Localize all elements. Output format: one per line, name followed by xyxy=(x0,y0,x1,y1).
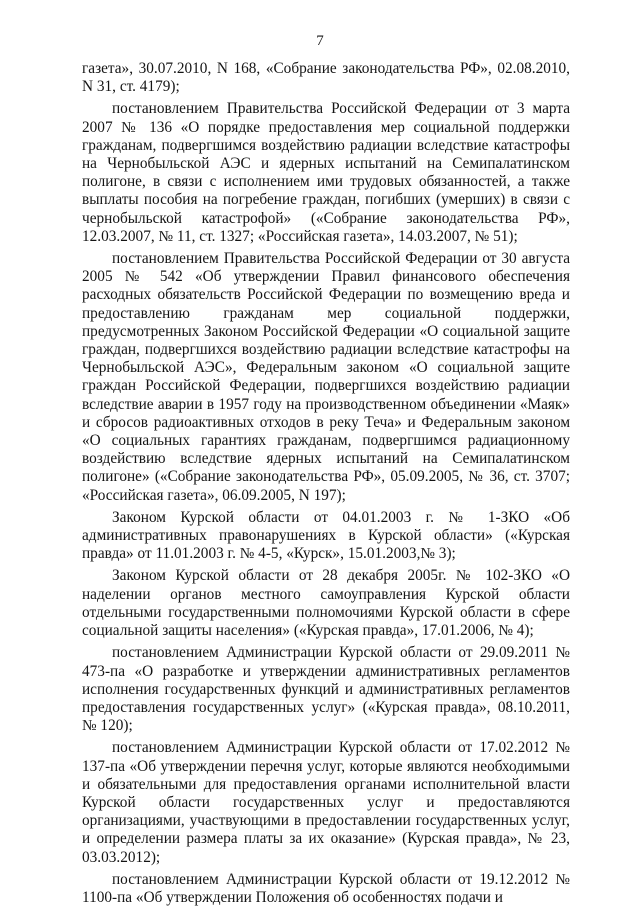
paragraph-decree-542: постановлением Правительства Российской Федерации от 30 августа 2005 № 542 «Об утверждении Правил финансового обеспечения расходных обязательств Российской Федерации по возмещению вреда и предоставлению гражданам мер социальной поддержки, предусмотренных Законом Российской Федерации «О социальной защите граждан, подвергшихся воздействию радиации вследствие катастрофы на Чернобыльской АЭС», Федеральным законом «О социальной защите граждан Российской Федерации, подвергшихся воздействию радиации вследствие аварии в 1957 году на производственном объединении «Маяк» и сбросов радиоактивных отходов в реку Теча» и Федеральным законом «О социальных гарантиях гражданам, подвергшимся радиационному воздействию вследствие ядерных испытаний на Семипалатинском полигоне» («Собрание законодательства РФ», 05.09.2005, № 36, ст. 3707; «Российская газета», 06.09.2005, N 197); xyxy=(82,250,570,504)
paragraph-continuation: газета», 30.07.2010, N 168, «Собрание законодательства РФ», 02.08.2010, N 31, ст. 4179); xyxy=(82,60,570,96)
paragraph-decree-136: постановлением Правительства Российской Федерации от 3 марта 2007 № 136 «О порядке предоставления мер социальной поддержки гражданам, подвергшимся воздействию радиации вследствие катастрофы на Чернобыльской АЭС и ядерных испытаний на Семипалатинском полигоне, в связи с исполнением ими трудовых обязанностей, а также выплаты пособия на погребение граждан, погибших (умерших) в связи с чернобыльской катастрофой» («Собрание законодательства РФ», 12.03.2007, № 11, ст. 1327; «Российская газета», 14.03.2007, № 51); xyxy=(82,100,570,245)
paragraph-decree-1100: постановлением Администрации Курской области от 19.12.2012 № 1100-па «Об утверждении Положения об особенностях подачи и xyxy=(82,870,570,906)
document-body xyxy=(82,60,570,911)
paragraph-law-102-zko: Законом Курской области от 28 декабря 2005г. № 102-ЗКО «О наделении органов местного самоуправления Курской области отдельными государственными полномочиями Курской области в сфере социальной защиты населения» («Курская правда», 17.01.2006, № 4); xyxy=(82,567,570,640)
page-number: 7 xyxy=(316,33,324,49)
paragraph-decree-137: постановлением Администрации Курской области от 17.02.2012 № 137-па «Об утверждении перечня услуг, которые являются необходимыми и обязательными для предоставления органами исполнительной власти Курской области государственных услуг и предоставляются организациями, участвующими в предоставлении государственных услуг, и определении размера платы за их оказание» (Курская правда», № 23, 03.03.2012); xyxy=(82,739,570,866)
paragraph-decree-473: постановлением Администрации Курской области от 29.09.2011 № 473-па «О разработке и утверждении административных регламентов исполнения государственных функций и административных регламентов предоставления государственных услуг» («Курская правда», 08.10.2011, № 120); xyxy=(82,644,570,735)
paragraph-law-1-zko: Законом Курской области от 04.01.2003 г. № 1-ЗКО «Об административных правонарушениях в Курской области» («Курская правда» от 11.01.2003 г. № 4-5, «Курск», 15.01.2003,№ 3); xyxy=(82,508,570,563)
